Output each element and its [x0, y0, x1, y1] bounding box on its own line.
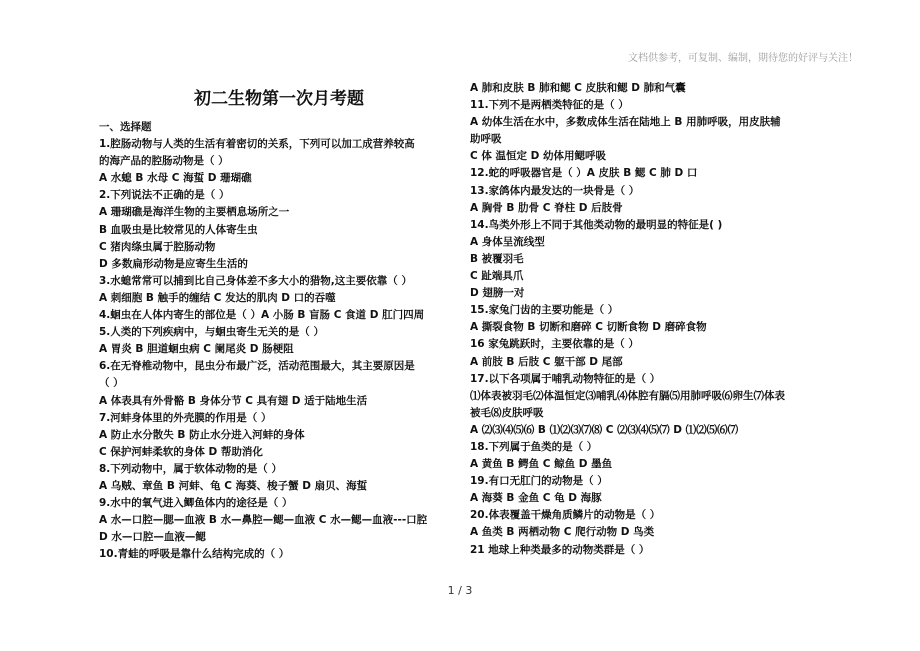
- text-line: 被毛⑻皮肤呼吸: [470, 406, 544, 419]
- text-line: 19.有口无肛门的动物是（ ）: [470, 475, 608, 488]
- text-line: C 猪肉绦虫属于腔肠动物: [99, 240, 216, 253]
- text-line: D 多数扁形动物是应寄生生活的: [99, 257, 248, 270]
- text-line: 9.水中的氧气进入鲫鱼体内的途径是（ ）: [99, 497, 293, 510]
- right-column: [470, 80, 830, 559]
- text-line: A 幼体生活在水中，多数成体生活在陆地上 B 用肺呼吸，用皮肤辅: [470, 116, 781, 129]
- text-line: C 保护河蚌柔软的身体 D 帮助消化: [99, 445, 263, 458]
- text-line: A 海葵 B 金鱼 C 龟 D 海豚: [470, 492, 602, 505]
- text-line: 一、选择题: [99, 121, 152, 133]
- text-line: 8.下列动物中，属于软体动物的是（ ）: [99, 462, 282, 475]
- text-line: A 水—口腔—腮—血液 B 水—鼻腔—鳃—血液 C 水—鳃—血液---口腔: [99, 514, 428, 527]
- watermark-text: 文档供参考，可复制、编制，期待您的好评与关注！: [628, 53, 858, 64]
- text-line: 17.以下各项属于哺乳动物特征的是（ ）: [470, 372, 661, 385]
- text-line: A 珊瑚礁是海洋生物的主要栖息场所之一: [99, 206, 290, 219]
- text-line: 20.体表覆盖干燥角质鳞片的动物是（ ）: [470, 509, 661, 522]
- right-question-list: [470, 80, 830, 559]
- text-line: D 水—口腔—血液—鳃: [99, 531, 206, 544]
- text-line: A 肺和皮肤 B 肺和鳃 C 皮肤和鳃 D 肺和气囊: [470, 82, 686, 94]
- page-title: 初二生物第一次月考题: [194, 89, 364, 109]
- text-line: A 胸骨 B 肋骨 C 脊柱 D 后肢骨: [470, 201, 623, 214]
- text-line: A 黄鱼 B 鳄鱼 C 鲸鱼 D 墨鱼: [470, 458, 613, 471]
- text-line: 15.家兔门齿的主要功能是（ ）: [470, 304, 619, 317]
- text-line: 1.腔肠动物与人类的生活有着密切的关系，下列可以加工成营养较高: [99, 138, 415, 151]
- left-question-list: [99, 119, 459, 563]
- text-line: （ ）: [99, 377, 124, 390]
- page-indicator: 1 / 3: [447, 584, 473, 597]
- text-line: A 乌贼、章鱼 B 河蚌、龟 C 海葵、梭子蟹 D 扇贝、海蜇: [99, 479, 368, 492]
- text-line: A ⑵⑶⑷⑸⑹ B ⑴⑵⑶⑺⑻ C ⑵⑶⑷⑸⑺ D ⑴⑵⑸⑹⑺: [470, 423, 739, 436]
- text-line: 18.下列属于鱼类的是（ ）: [470, 440, 598, 453]
- text-line: A 体表具有外骨骼 B 身体分节 C 具有翅 D 适于陆地生活: [99, 394, 368, 407]
- text-line: D 翅膀一对: [470, 287, 525, 300]
- text-line: A 刺细胞 B 触手的缠结 C 发达的肌肉 D 口的吞噬: [99, 291, 336, 304]
- text-line: 11.下列不是两栖类特征的是（ ）: [470, 99, 629, 112]
- text-line: A 前肢 B 后肢 C 躯干部 D 尾部: [470, 355, 623, 368]
- text-line: 4.蛔虫在人体内寄生的部位是（ ）A 小肠 B 盲肠 C 食道 D 肛门四周: [99, 309, 425, 322]
- text-line: 6.在无脊椎动物中，昆虫分布最广泛，活动范围最大，其主要原因是: [99, 360, 415, 373]
- text-line: 14.鸟类外形上不同于其他类动物的最明显的特征是( ): [470, 218, 723, 231]
- text-line: C 体 温恒定 D 幼体用鳃呼吸: [470, 150, 607, 163]
- text-line: 助呼吸: [470, 133, 502, 146]
- text-line: 12.蛇的呼吸器官是（ ）A 皮肤 B 鳃 C 肺 D 口: [470, 167, 698, 180]
- text-line: 5.人类的下列疾病中，与蛔虫寄生无关的是（ ）: [99, 326, 324, 339]
- text-line: 3.水螅常常可以捕到比自己身体差不多大小的猎物,这主要依靠（ ）: [99, 274, 412, 287]
- text-line: 21 地球上种类最多的动物类群是（ ）: [470, 543, 650, 556]
- text-line: A 水螅 B 水母 C 海蜇 D 珊瑚礁: [99, 172, 252, 185]
- text-line: A 身体呈流线型: [470, 235, 545, 248]
- text-line: 7.河蚌身体里的外壳膜的作用是（ ）: [99, 411, 272, 424]
- text-line: A 胃炎 B 胆道蛔虫病 C 阑尾炎 D 肠梗阻: [99, 343, 294, 356]
- text-line: A 鱼类 B 两栖动物 C 爬行动物 D 鸟类: [470, 526, 655, 539]
- text-line: B 被覆羽毛: [470, 252, 524, 265]
- left-column: [99, 82, 459, 563]
- text-line: 13.家鸽体内最发达的一块骨是（ ）: [470, 184, 640, 197]
- text-line: 2.下列说法不正确的是（ ）: [99, 189, 230, 202]
- text-line: ⑴体表被羽毛⑵体温恒定⑶哺乳⑷体腔有膈⑸用肺呼吸⑹卵生⑺体表: [470, 389, 785, 402]
- text-line: C 趾端具爪: [470, 270, 524, 283]
- text-line: A 防止水分散失 B 防止水分进入河蚌的身体: [99, 428, 305, 441]
- text-line: 的海产品的腔肠动物是（ ）: [99, 155, 229, 168]
- text-line: 16 家兔跳跃时，主要依靠的是（ ）: [470, 338, 639, 351]
- text-line: 10.青蛙的呼吸是靠什么结构完成的（ ）: [99, 548, 290, 561]
- text-line: B 血吸虫是比较常见的人体寄生虫: [99, 223, 258, 236]
- text-line: A 撕裂食物 B 切断和磨碎 C 切断食物 D 磨碎食物: [470, 321, 707, 334]
